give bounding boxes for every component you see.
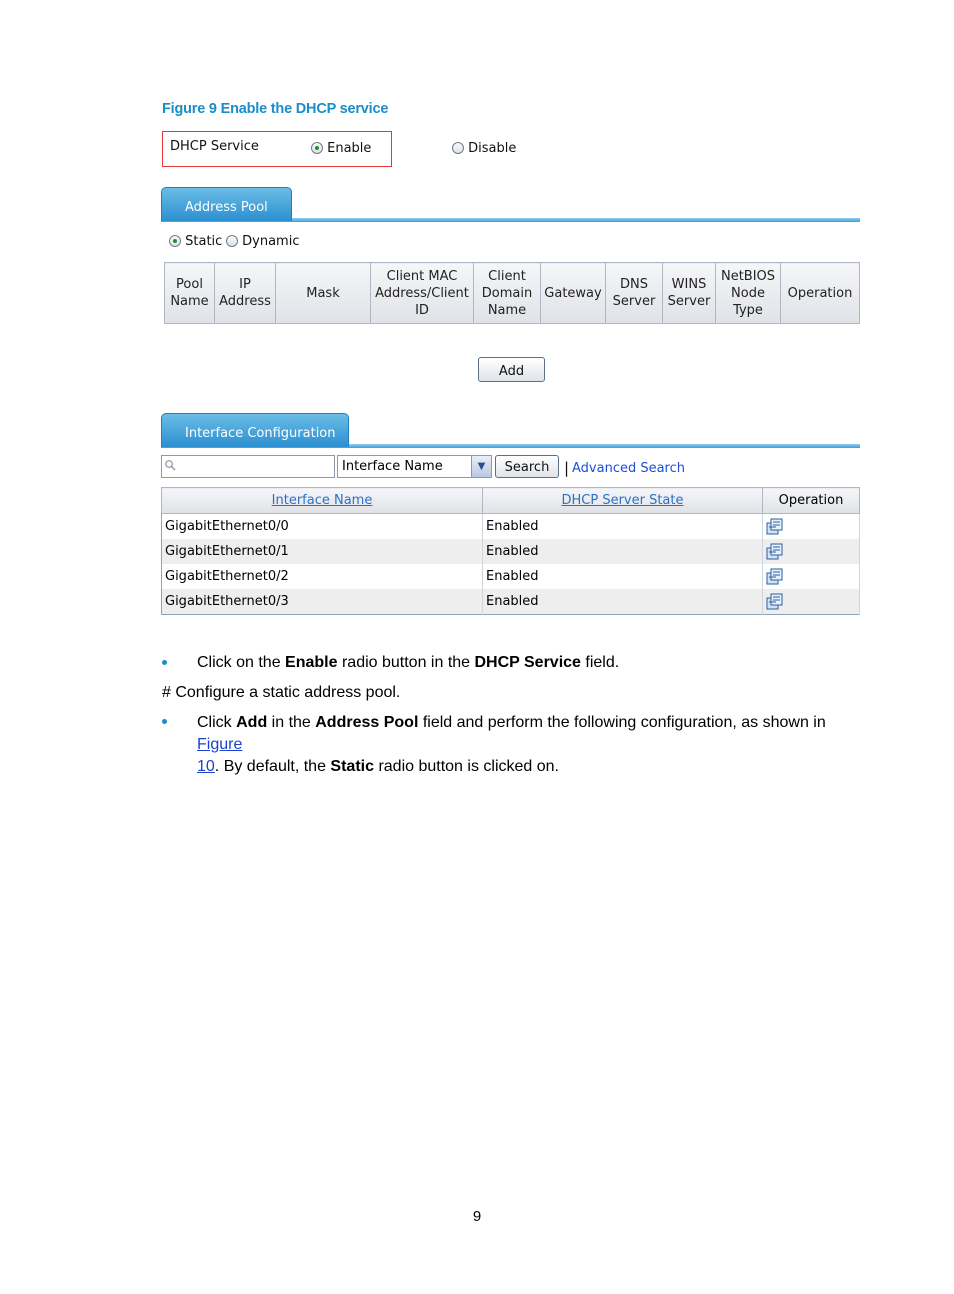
table-header-row	[162, 488, 860, 514]
search-icon	[164, 459, 176, 471]
static-radio[interactable]	[169, 234, 222, 249]
static-label: Static	[185, 234, 223, 249]
search-input[interactable]	[161, 455, 335, 478]
col-client-domain: Client Domain Name	[474, 263, 541, 324]
separator: |	[564, 459, 570, 477]
interface-config-tab-bar	[161, 413, 860, 449]
search-field-selected: Interface Name	[342, 459, 443, 474]
interface-name-cell: GigabitEthernet0/3	[162, 589, 483, 615]
chevron-down-icon[interactable]: ▼	[471, 456, 491, 477]
bullet-icon	[162, 660, 167, 665]
table-row	[162, 564, 860, 589]
page-number: 9	[472, 1208, 482, 1225]
dynamic-radio[interactable]	[226, 234, 299, 249]
instruction-step-2: Click Add in the Address Pool field and perform the following configuration, as shown in Figure 10. By default, the Static radio button is clicked on.	[197, 714, 826, 775]
operation-cell	[763, 589, 860, 615]
dynamic-label: Dynamic	[242, 234, 300, 249]
interface-table	[161, 487, 860, 615]
edit-icon[interactable]	[766, 593, 783, 610]
operation-cell	[763, 539, 860, 564]
dhcp-enable-label: Enable	[327, 141, 372, 156]
col-gateway: Gateway	[541, 263, 606, 324]
col-operation: Operation	[781, 263, 860, 324]
advanced-search-link[interactable]: Advanced Search	[572, 461, 686, 476]
interface-name-cell: GigabitEthernet0/1	[162, 539, 483, 564]
figure-10-link-part1[interactable]: Figure	[197, 736, 243, 753]
col-ip-address: IP Address	[215, 263, 276, 324]
col-mask: Mask	[276, 263, 371, 324]
table-row	[162, 589, 860, 615]
address-pool-tab-bar	[161, 187, 860, 223]
col-netbios-node-type: NetBIOS Node Type	[716, 263, 781, 324]
col-interface-name[interactable]: Interface Name	[162, 488, 483, 514]
radio-unchecked-icon[interactable]	[452, 142, 464, 154]
search-button[interactable]: Search	[495, 455, 559, 478]
figure-title: Figure 9 Enable the DHCP service	[162, 101, 389, 117]
table-header-row	[165, 263, 860, 324]
dhcp-disable-label: Disable	[468, 141, 517, 156]
edit-icon[interactable]	[766, 518, 783, 535]
edit-icon[interactable]	[766, 543, 783, 560]
address-pool-table	[164, 262, 860, 324]
dhcp-service-label: DHCP Service	[170, 139, 259, 154]
bullet-icon	[162, 719, 167, 724]
col-pool-name: Pool Name	[165, 263, 215, 324]
edit-icon[interactable]	[766, 568, 783, 585]
col-dhcp-server-state[interactable]: DHCP Server State	[483, 488, 763, 514]
tab-address-pool[interactable]: Address Pool	[161, 187, 292, 221]
dhcp-disable-radio[interactable]	[452, 141, 516, 156]
dhcp-state-cell: Enabled	[483, 514, 763, 540]
interface-name-cell: GigabitEthernet0/0	[162, 514, 483, 540]
col-operation: Operation	[763, 488, 860, 514]
tab-interface-configuration[interactable]: Interface Configuration	[161, 413, 349, 447]
search-field-select[interactable]	[337, 455, 492, 478]
dhcp-state-cell: Enabled	[483, 564, 763, 589]
operation-cell	[763, 514, 860, 540]
table-row	[162, 514, 860, 540]
dhcp-state-cell: Enabled	[483, 589, 763, 615]
radio-checked-icon[interactable]	[311, 142, 323, 154]
dhcp-state-cell: Enabled	[483, 539, 763, 564]
radio-unchecked-icon[interactable]	[226, 235, 238, 247]
col-dns-server: DNS Server	[606, 263, 663, 324]
dhcp-enable-radio[interactable]	[311, 141, 371, 156]
instruction-step-1: Click on the Enable radio button in the DHCP Service field.	[197, 654, 620, 671]
figure-10-link-part2[interactable]: 10	[197, 758, 215, 775]
interface-name-cell: GigabitEthernet0/2	[162, 564, 483, 589]
table-row	[162, 539, 860, 564]
add-button[interactable]: Add	[478, 357, 545, 382]
col-client-mac: Client MAC Address/Client ID	[371, 263, 474, 324]
col-wins-server: WINS Server	[663, 263, 716, 324]
operation-cell	[763, 564, 860, 589]
instruction-comment: # Configure a static address pool.	[162, 684, 401, 701]
radio-checked-icon[interactable]	[169, 235, 181, 247]
